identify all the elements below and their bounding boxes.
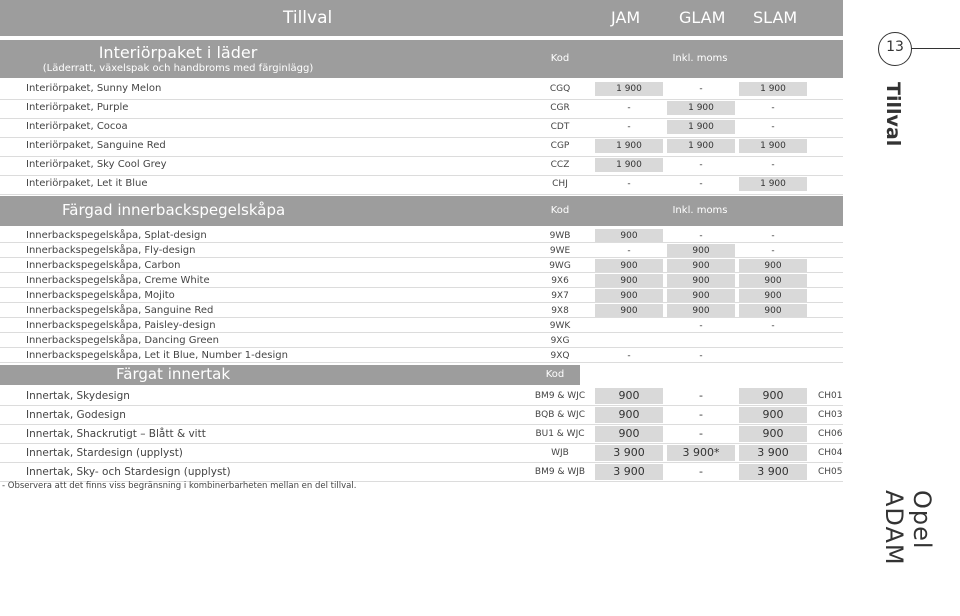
row-label: Innerbackspegelskåpa, Splat-design (26, 230, 207, 241)
row-code: WJB (551, 448, 569, 458)
price-jam: 900 (595, 407, 663, 423)
model-slam: SLAM (753, 8, 798, 27)
row-code: CGR (550, 103, 570, 113)
row-divider (0, 156, 843, 157)
price-glam: - (699, 389, 703, 402)
price-jam: - (627, 122, 631, 132)
row-code: 9WB (549, 231, 571, 241)
row-label: Innertak, Godesign (26, 409, 126, 421)
row-code: CHJ (552, 179, 568, 189)
sidebar-section-label: Tillval (882, 82, 904, 147)
row-label: Innerbackspegelskåpa, Creme White (26, 275, 210, 286)
color-code: CH06 (818, 429, 843, 439)
row-label: Innerbackspegelskåpa, Mojito (26, 290, 175, 301)
row-code: CCZ (550, 160, 570, 170)
price-jam (595, 334, 663, 348)
section1-kod: Kod (550, 53, 570, 64)
price-slam: - (771, 103, 775, 113)
row-label: Innertak, Shackrutigt – Blått & vitt (26, 428, 206, 440)
price-slam: 900 (739, 388, 807, 404)
row-label: Innerbackspegelskåpa, Let it Blue, Number 1-design (26, 350, 288, 361)
row-divider (0, 194, 843, 195)
price-glam: - (699, 427, 703, 440)
row-label: Interiörpaket, Sunny Melon (26, 83, 162, 94)
row-label: Innerbackspegelskåpa, Sanguine Red (26, 305, 214, 316)
section2-inkl-moms: Inkl. moms (672, 205, 728, 216)
price-glam: - (699, 160, 703, 170)
price-jam: 900 (595, 426, 663, 442)
row-divider (0, 118, 843, 119)
row-label: Interiörpaket, Cocoa (26, 121, 128, 132)
price-slam: 900 (739, 304, 807, 318)
section2-title: Färgad innerbackspegelskåpa (62, 201, 286, 219)
header-bar (0, 0, 843, 36)
row-code: 9X8 (551, 306, 569, 316)
section2-header (0, 196, 843, 226)
section3-title: Färgat innertak (116, 365, 231, 383)
row-code: 9X6 (551, 276, 569, 286)
price-slam: 1 900 (739, 177, 807, 191)
price-slam: - (771, 231, 775, 241)
row-divider (0, 424, 843, 425)
price-slam: - (771, 122, 775, 132)
price-slam (739, 334, 807, 348)
price-jam (595, 319, 663, 333)
color-code: CH05 (818, 467, 843, 477)
row-divider (0, 302, 843, 303)
section2-kod: Kod (550, 205, 570, 216)
section3-header (0, 365, 580, 385)
price-glam: 3 900* (667, 445, 735, 461)
row-divider (0, 272, 843, 273)
price-glam: - (699, 465, 703, 478)
price-jam: - (627, 103, 631, 113)
price-glam: 900 (667, 304, 735, 318)
row-label: Innerbackspegelskåpa, Fly-design (26, 245, 196, 256)
price-jam: 3 900 (595, 464, 663, 480)
row-code: BQB & WJC (534, 410, 585, 420)
price-slam: - (771, 160, 775, 170)
row-label: Innertak, Stardesign (upplyst) (26, 447, 183, 459)
price-slam: 1 900 (739, 139, 807, 153)
price-jam: 900 (595, 289, 663, 303)
row-code: 9XQ (550, 351, 570, 361)
row-divider (0, 287, 843, 288)
model-jam: JAM (611, 8, 641, 27)
price-jam: - (627, 179, 631, 189)
price-jam: 900 (595, 388, 663, 404)
price-glam: 900 (667, 244, 735, 258)
price-slam: - (771, 321, 775, 331)
price-slam: 900 (739, 426, 807, 442)
price-slam: 1 900 (739, 82, 807, 96)
price-glam: - (699, 231, 703, 241)
row-code: 9WK (549, 321, 571, 331)
row-divider (0, 347, 843, 348)
row-divider (0, 99, 843, 100)
color-code: CH04 (818, 448, 843, 458)
row-code: BM9 & WJC (534, 391, 586, 401)
section1-inkl-moms: Inkl. moms (672, 53, 728, 64)
row-label: Interiörpaket, Let it Blue (26, 178, 148, 189)
row-label: Interiörpaket, Sanguine Red (26, 140, 166, 151)
color-code: CH03 (818, 410, 843, 420)
row-code: CGQ (549, 84, 571, 94)
row-divider (0, 362, 843, 363)
row-label: Innerbackspegelskåpa, Dancing Green (26, 335, 220, 346)
price-slam: 900 (739, 289, 807, 303)
price-jam: 1 900 (595, 82, 663, 96)
price-glam: 900 (667, 274, 735, 288)
model-glam: GLAM (679, 8, 726, 27)
row-code: 9WG (549, 261, 571, 271)
price-glam: - (699, 351, 703, 361)
row-divider (0, 317, 843, 318)
row-divider (0, 332, 843, 333)
price-glam: 1 900 (667, 139, 735, 153)
price-glam: 1 900 (667, 120, 735, 134)
price-glam (667, 334, 735, 348)
price-glam: - (699, 179, 703, 189)
footnote: - Observera att det finns viss begränsning i kombinerbarheten mellan en del tillval. (2, 481, 357, 491)
price-slam: 3 900 (739, 445, 807, 461)
price-slam (739, 349, 807, 363)
row-label: Interiörpaket, Purple (26, 102, 129, 113)
price-slam: 900 (739, 274, 807, 288)
section3-kod: Kod (545, 369, 565, 380)
price-jam: 900 (595, 304, 663, 318)
header-title: Tillval (283, 8, 333, 28)
section1-title: Interiörpaket i läder (98, 43, 258, 62)
row-label: Innerbackspegelskåpa, Paisley-design (26, 320, 216, 331)
page-number: 13 (886, 39, 904, 55)
row-divider (0, 175, 843, 176)
price-jam: - (627, 351, 631, 361)
price-jam: 3 900 (595, 445, 663, 461)
brand-label: Opel ADAM (880, 490, 936, 566)
price-slam: 900 (739, 259, 807, 273)
row-code: 9WE (549, 246, 571, 256)
price-jam: 1 900 (595, 158, 663, 172)
price-glam: 1 900 (667, 101, 735, 115)
row-divider (0, 462, 843, 463)
price-slam: - (771, 246, 775, 256)
row-code: BU1 & WJC (535, 429, 585, 439)
price-slam: 900 (739, 407, 807, 423)
price-glam: 900 (667, 289, 735, 303)
price-glam: 900 (667, 259, 735, 273)
row-code: 9X7 (551, 291, 569, 301)
sidebar (860, 0, 960, 616)
price-glam: - (699, 408, 703, 421)
page-number-rule (911, 48, 960, 49)
row-divider (0, 257, 843, 258)
price-jam: 900 (595, 259, 663, 273)
section1-subtitle: (Läderratt, växelspak och handbroms med färginlägg) (42, 63, 314, 74)
price-jam: 900 (595, 229, 663, 243)
row-label: Innerbackspegelskåpa, Carbon (26, 260, 181, 271)
section1-header (0, 40, 843, 78)
row-label: Innertak, Skydesign (26, 390, 130, 402)
row-label: Innertak, Sky- och Stardesign (upplyst) (26, 466, 231, 478)
price-glam: - (699, 321, 703, 331)
price-jam: - (627, 246, 631, 256)
row-divider (0, 405, 843, 406)
row-code: CDT (550, 122, 570, 132)
price-slam: 3 900 (739, 464, 807, 480)
row-divider (0, 137, 843, 138)
row-code: BM9 & WJB (534, 467, 586, 477)
color-code: CH01 (818, 391, 843, 401)
row-code: 9XG (550, 336, 570, 346)
price-glam: - (699, 84, 703, 94)
row-divider (0, 242, 843, 243)
row-code: CGP (550, 141, 570, 151)
row-label: Interiörpaket, Sky Cool Grey (26, 159, 167, 170)
row-divider (0, 443, 843, 444)
price-jam: 1 900 (595, 139, 663, 153)
price-jam: 900 (595, 274, 663, 288)
